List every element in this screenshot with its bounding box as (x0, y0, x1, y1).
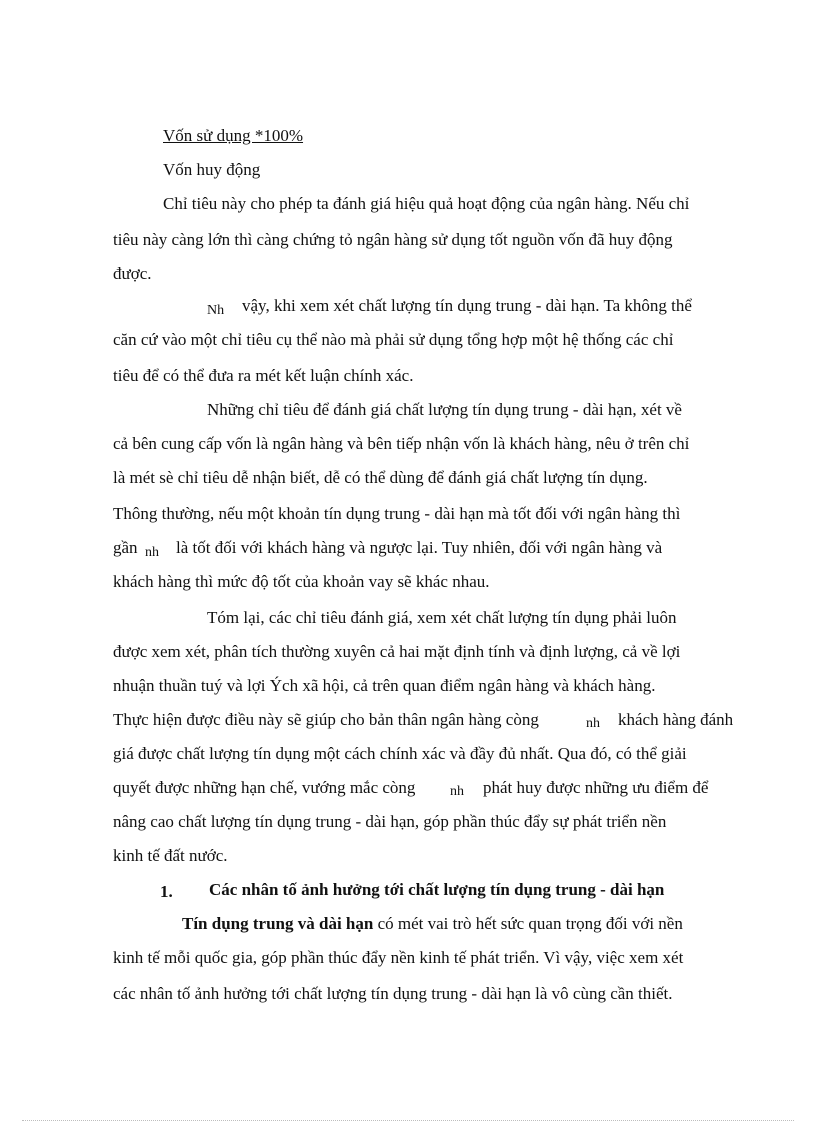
p5-line-1 (182, 914, 683, 934)
p5-bold-term: Tín dụng trung và dài hạn (182, 914, 374, 933)
section-number: 1. (160, 882, 173, 901)
p5-line-2: kinh tế mỗi quốc gia, góp phần thúc đẩy nền kinh tế phát triển. Vì vậy, việc xem xét (113, 948, 684, 967)
p5-line-1-rest: có mét vai trò hết sức quan trọng đối với nền (373, 914, 683, 933)
p2-fragment-nh: Nh (207, 303, 225, 318)
p4-line-4b: khách hàng đánh (618, 710, 734, 729)
p3-line-5a: gần (113, 538, 138, 557)
p2-line-2: căn cứ vào một chỉ tiêu cụ thể nào mà phải sử dụng tổng hợp một hệ thống các chỉ (113, 330, 674, 349)
page-bottom-divider (22, 1120, 794, 1121)
p4-line-1: Tóm lại, các chỉ tiêu đánh giá, xem xét chất lượng tín dụng phải luôn (207, 608, 677, 627)
p4-line-4a: Thực hiện được điều này sẽ giúp cho bản thân ngân hàng còng (113, 710, 539, 729)
p3-line-3: là mét sè chỉ tiêu dễ nhận biết, dễ có thể dùng để đánh giá chất lượng tín dụng. (113, 468, 648, 487)
p3-line-2: cả bên cung cấp vốn là ngân hàng và bên tiếp nhận vốn là khách hàng, nêu ở trên chỉ (113, 434, 690, 453)
p3-line-4: Thông thường, nếu một khoản tín dụng trung - dài hạn mà tốt đối với ngân hàng thì (113, 504, 681, 523)
p3-line-6: khách hàng thì mức độ tốt của khoản vay sẽ khác nhau. (113, 572, 490, 591)
p4-line-7: nâng cao chất lượng tín dụng trung - dài hạn, góp phần thúc đẩy sự phát triển nền (113, 812, 667, 831)
p4-line-3: nhuận thuần tuý và lợi Ých xã hội, cả trên quan điểm ngân hàng và khách hàng. (113, 676, 656, 695)
p1-line-2: tiêu này càng lớn thì càng chứng tỏ ngân hàng sử dụng tốt nguồn vốn đã huy động (113, 230, 673, 249)
p4-line-5: giá được chất lượng tín dụng một cách chính xác và đầy đủ nhất. Qua đó, có thể giải (113, 744, 687, 763)
p1-line-1: Chỉ tiêu này cho phép ta đánh giá hiệu quả hoạt động của ngân hàng. Nếu chỉ (163, 194, 690, 213)
formula-denominator: Vốn huy động (163, 160, 261, 179)
p1-line-3: được. (113, 264, 152, 283)
p3-line-5b: là tốt đối với khách hàng và ngược lại. Tuy nhiên, đối với ngân hàng và (176, 538, 663, 557)
formula-numerator: Vốn sử dụng *100% (163, 126, 304, 145)
p4-fragment-nh-1: nh (586, 716, 600, 731)
p4-line-2: được xem xét, phân tích thường xuyên cả hai mặt định tính và định lượng, cả về lợi (113, 642, 681, 661)
p2-line-3: tiêu để có thể đưa ra mét kết luận chính xác. (113, 366, 414, 385)
p3-line-1: Những chỉ tiêu để đánh giá chất lượng tín dụng trung - dài hạn, xét về (207, 400, 682, 419)
p3-fragment-nh: nh (145, 545, 159, 560)
section-heading: Các nhân tố ảnh hưởng tới chất lượng tín dụng trung - dài hạn (209, 880, 665, 899)
p4-line-6a: quyết được những hạn chế, vướng mắc còng (113, 778, 416, 797)
p2-line-1: vậy, khi xem xét chất lượng tín dụng trung - dài hạn. Ta không thể (242, 296, 692, 315)
p4-line-8: kinh tế đất nước. (113, 846, 228, 865)
p4-line-6b: phát huy được những ưu điểm để (483, 778, 709, 797)
p4-fragment-nh-2: nh (450, 784, 464, 799)
p5-line-3: các nhân tố ảnh hưởng tới chất lượng tín dụng trung - dài hạn là vô cùng cần thiết. (113, 984, 673, 1003)
